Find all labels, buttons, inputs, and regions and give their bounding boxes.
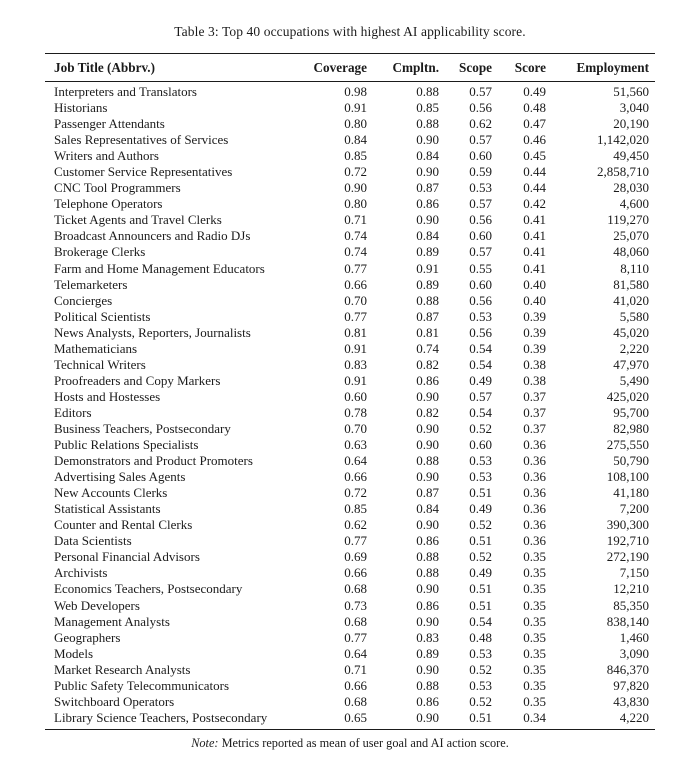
metric-cell: 0.70: [344, 292, 367, 308]
metric-cell: 0.51: [469, 581, 492, 597]
metric-cell: 0.39: [523, 324, 546, 340]
metric-cell: 0.38: [523, 372, 546, 388]
employment-cell: 20,190: [613, 116, 649, 132]
table-caption: Table 3: Top 40 occupations with highest AI applicability score.: [174, 24, 526, 39]
employment-cell: 192,710: [606, 533, 649, 549]
metric-cell: 0.88: [416, 453, 439, 469]
table-row: [45, 277, 655, 293]
metric-cell: 0.36: [523, 453, 546, 469]
metric-cell: 0.91: [344, 100, 367, 116]
table-row: [45, 549, 655, 565]
job-title-cell: Concierges: [54, 292, 113, 308]
table-row: [45, 132, 655, 148]
metric-cell: 0.84: [416, 228, 439, 244]
metric-cell: 0.90: [416, 164, 439, 180]
metric-cell: 0.59: [469, 164, 492, 180]
metric-cell: 0.72: [344, 164, 367, 180]
metric-cell: 0.40: [523, 276, 546, 292]
employment-cell: 7,200: [619, 501, 649, 517]
job-title-cell: Archivists: [54, 565, 108, 581]
metric-cell: 0.35: [523, 549, 546, 565]
metric-cell: 0.73: [344, 597, 367, 613]
table-row: [45, 389, 655, 405]
metric-cell: 0.41: [523, 244, 546, 260]
col-header-employment: Employment: [546, 54, 655, 82]
table-row: [45, 694, 655, 710]
job-title-cell: Business Teachers, Postsecondary: [54, 420, 231, 436]
metric-cell: 0.86: [416, 597, 439, 613]
metric-cell: 0.60: [344, 388, 367, 404]
employment-cell: 50,790: [613, 453, 649, 469]
metric-cell: 0.80: [344, 116, 367, 132]
col-header-cmpltn: Cmpltn.: [367, 54, 439, 82]
metric-cell: 0.49: [469, 501, 492, 517]
table-row: [45, 437, 655, 453]
metric-cell: 0.42: [523, 196, 546, 212]
metric-cell: 0.91: [344, 372, 367, 388]
metric-cell: 0.48: [469, 629, 492, 645]
metric-cell: 0.88: [416, 565, 439, 581]
metric-cell: 0.52: [469, 661, 492, 677]
metric-cell: 0.37: [523, 388, 546, 404]
metric-cell: 0.44: [523, 180, 546, 196]
table-container: [45, 53, 655, 730]
metric-cell: 0.41: [523, 212, 546, 228]
metric-cell: 0.35: [523, 565, 546, 581]
table-row: [45, 501, 655, 517]
employment-cell: 4,600: [619, 196, 649, 212]
metric-cell: 0.84: [416, 148, 439, 164]
job-title-cell: Switchboard Operators: [54, 693, 175, 709]
metric-cell: 0.36: [523, 533, 546, 549]
job-title-cell: Advertising Sales Agents: [54, 469, 186, 485]
job-title-cell: Passenger Attendants: [54, 116, 165, 132]
job-title-cell: Personal Financial Advisors: [54, 549, 200, 565]
table-row: [45, 196, 655, 212]
table-row: [45, 469, 655, 485]
table-row: [45, 533, 655, 549]
job-title-cell: News Analysts, Reporters, Journalists: [54, 324, 251, 340]
employment-cell: 85,350: [613, 597, 649, 613]
metric-cell: 0.88: [416, 116, 439, 132]
job-title-cell: Telemarketers: [54, 276, 128, 292]
metric-cell: 0.36: [523, 517, 546, 533]
employment-cell: 275,550: [606, 437, 649, 453]
table-row: [45, 309, 655, 325]
metric-cell: 0.60: [469, 437, 492, 453]
table-row: [45, 646, 655, 662]
employment-cell: 7,150: [619, 565, 649, 581]
employment-cell: 28,030: [613, 180, 649, 196]
table-row: [45, 630, 655, 646]
metric-cell: 0.64: [344, 645, 367, 661]
table-row: [45, 244, 655, 260]
metric-cell: 0.54: [469, 356, 492, 372]
metric-cell: 0.38: [523, 356, 546, 372]
employment-cell: 97,820: [613, 677, 649, 693]
metric-cell: 0.66: [344, 565, 367, 581]
metric-cell: 0.52: [469, 517, 492, 533]
employment-cell: 425,020: [606, 388, 649, 404]
employment-cell: 5,580: [619, 308, 649, 324]
employment-cell: 82,980: [613, 420, 649, 436]
metric-cell: 0.36: [523, 485, 546, 501]
metric-cell: 0.72: [344, 485, 367, 501]
employment-cell: 48,060: [613, 244, 649, 260]
job-title-cell: Historians: [54, 100, 108, 116]
job-title-cell: Farm and Home Management Educators: [54, 260, 265, 276]
table-row: [45, 116, 655, 132]
table-row: [45, 373, 655, 389]
metric-cell: 0.35: [523, 645, 546, 661]
table-row: [45, 678, 655, 694]
metric-cell: 0.55: [469, 260, 492, 276]
note-label: Note:: [191, 735, 219, 750]
metric-cell: 0.62: [344, 517, 367, 533]
metric-cell: 0.62: [469, 116, 492, 132]
metric-cell: 0.51: [469, 597, 492, 613]
job-title-cell: New Accounts Clerks: [54, 485, 168, 501]
metric-cell: 0.53: [469, 308, 492, 324]
job-title-cell: Telephone Operators: [54, 196, 163, 212]
metric-cell: 0.83: [416, 629, 439, 645]
metric-cell: 0.65: [344, 709, 367, 725]
metric-cell: 0.86: [416, 533, 439, 549]
table-row: [45, 212, 655, 228]
metric-cell: 0.85: [416, 100, 439, 116]
employment-cell: 5,490: [619, 372, 649, 388]
metric-cell: 0.90: [416, 212, 439, 228]
employment-cell: 390,300: [606, 517, 649, 533]
metric-cell: 0.34: [523, 709, 546, 725]
employment-cell: 49,450: [613, 148, 649, 164]
metric-cell: 0.84: [344, 132, 367, 148]
metric-cell: 0.35: [523, 677, 546, 693]
table-row: [45, 82, 655, 101]
employment-cell: 838,140: [606, 613, 649, 629]
metric-cell: 0.89: [416, 276, 439, 292]
metric-cell: 0.74: [344, 244, 367, 260]
job-title-cell: Public Safety Telecommunicators: [54, 677, 230, 693]
metric-cell: 0.60: [469, 228, 492, 244]
metric-cell: 0.51: [469, 709, 492, 725]
metric-cell: 0.83: [344, 356, 367, 372]
metric-cell: 0.56: [469, 292, 492, 308]
metric-cell: 0.41: [523, 260, 546, 276]
metric-cell: 0.88: [416, 549, 439, 565]
employment-cell: 272,190: [606, 549, 649, 565]
metric-cell: 0.90: [344, 180, 367, 196]
job-title-cell: Counter and Rental Clerks: [54, 517, 193, 533]
metric-cell: 0.69: [344, 549, 367, 565]
metric-cell: 0.56: [469, 212, 492, 228]
table-row: [45, 485, 655, 501]
table-row: [45, 421, 655, 437]
job-title-cell: Geographers: [54, 629, 121, 645]
employment-cell: 95,700: [613, 404, 649, 420]
metric-cell: 0.53: [469, 453, 492, 469]
table-row: [45, 710, 655, 730]
table-header: [45, 54, 655, 82]
metric-cell: 0.80: [344, 196, 367, 212]
metric-cell: 0.44: [523, 164, 546, 180]
job-title-cell: CNC Tool Programmers: [54, 180, 181, 196]
col-header-score: Score: [492, 54, 546, 82]
table-body: [45, 82, 655, 730]
metric-cell: 0.49: [523, 84, 546, 99]
metric-cell: 0.71: [344, 661, 367, 677]
job-title-cell: Web Developers: [54, 597, 140, 613]
metric-cell: 0.53: [469, 677, 492, 693]
metric-cell: 0.89: [416, 244, 439, 260]
table-row: [45, 148, 655, 164]
metric-cell: 0.56: [469, 324, 492, 340]
job-title-cell: Political Scientists: [54, 308, 151, 324]
metric-cell: 0.51: [469, 533, 492, 549]
metric-cell: 0.57: [469, 196, 492, 212]
metric-cell: 0.36: [523, 469, 546, 485]
metric-cell: 0.90: [416, 132, 439, 148]
employment-cell: 108,100: [606, 469, 649, 485]
employment-cell: 1,460: [619, 629, 649, 645]
metric-cell: 0.88: [416, 677, 439, 693]
metric-cell: 0.82: [416, 404, 439, 420]
metric-cell: 0.49: [469, 565, 492, 581]
job-title-cell: Library Science Teachers, Postsecondary: [54, 709, 268, 725]
table-note: [45, 736, 655, 751]
metric-cell: 0.53: [469, 645, 492, 661]
table-row: [45, 453, 655, 469]
table-row: [45, 517, 655, 533]
metric-cell: 0.45: [523, 148, 546, 164]
table-row: [45, 164, 655, 180]
metric-cell: 0.57: [469, 84, 492, 99]
metric-cell: 0.66: [344, 469, 367, 485]
metric-cell: 0.81: [416, 324, 439, 340]
metric-cell: 0.82: [416, 356, 439, 372]
metric-cell: 0.66: [344, 677, 367, 693]
metric-cell: 0.46: [523, 132, 546, 148]
metric-cell: 0.84: [416, 501, 439, 517]
job-title-cell: Hosts and Hostesses: [54, 388, 161, 404]
metric-cell: 0.77: [344, 629, 367, 645]
metric-cell: 0.54: [469, 613, 492, 629]
job-title-cell: Ticket Agents and Travel Clerks: [54, 212, 222, 228]
table-row: [45, 662, 655, 678]
metric-cell: 0.86: [416, 196, 439, 212]
employment-cell: 3,040: [619, 100, 649, 116]
job-title-cell: Data Scientists: [54, 533, 132, 549]
employment-cell: 45,020: [613, 324, 649, 340]
metric-cell: 0.53: [469, 180, 492, 196]
metric-cell: 0.90: [416, 437, 439, 453]
metric-cell: 0.85: [344, 501, 367, 517]
metric-cell: 0.77: [344, 308, 367, 324]
job-title-cell: Models: [54, 645, 93, 661]
employment-cell: 51,560: [613, 84, 649, 99]
employment-cell: 47,970: [613, 356, 649, 372]
employment-cell: 3,090: [619, 645, 649, 661]
metric-cell: 0.35: [523, 581, 546, 597]
metric-cell: 0.57: [469, 388, 492, 404]
metric-cell: 0.52: [469, 420, 492, 436]
header-row: [45, 54, 655, 82]
metric-cell: 0.86: [416, 693, 439, 709]
table-row: [45, 180, 655, 196]
col-header-scope: Scope: [439, 54, 492, 82]
metric-cell: 0.68: [344, 613, 367, 629]
metric-cell: 0.70: [344, 420, 367, 436]
metric-cell: 0.74: [344, 228, 367, 244]
metric-cell: 0.64: [344, 453, 367, 469]
col-header-job-title: Job Title (Abbrv.): [45, 54, 295, 82]
job-title-cell: Economics Teachers, Postsecondary: [54, 581, 243, 597]
employment-cell: 2,220: [619, 340, 649, 356]
metric-cell: 0.90: [416, 388, 439, 404]
employment-cell: 4,220: [619, 709, 649, 725]
metric-cell: 0.37: [523, 420, 546, 436]
metric-cell: 0.87: [416, 485, 439, 501]
job-title-cell: Editors: [54, 404, 92, 420]
employment-cell: 41,020: [613, 292, 649, 308]
metric-cell: 0.87: [416, 308, 439, 324]
table-row: [45, 293, 655, 309]
metric-cell: 0.35: [523, 597, 546, 613]
job-title-cell: Public Relations Specialists: [54, 437, 199, 453]
metric-cell: 0.60: [469, 148, 492, 164]
metric-cell: 0.87: [416, 180, 439, 196]
metric-cell: 0.63: [344, 437, 367, 453]
metric-cell: 0.57: [469, 244, 492, 260]
metric-cell: 0.91: [344, 340, 367, 356]
metric-cell: 0.54: [469, 340, 492, 356]
metric-cell: 0.60: [469, 276, 492, 292]
job-title-cell: Broadcast Announcers and Radio DJs: [54, 228, 251, 244]
metric-cell: 0.86: [416, 372, 439, 388]
table-row: [45, 100, 655, 116]
metric-cell: 0.35: [523, 629, 546, 645]
metric-cell: 0.85: [344, 148, 367, 164]
col-header-coverage: Coverage: [295, 54, 367, 82]
employment-cell: 1,142,020: [597, 132, 649, 148]
metric-cell: 0.90: [416, 613, 439, 629]
job-title-cell: Brokerage Clerks: [54, 244, 146, 260]
job-title-cell: Statistical Assistants: [54, 501, 161, 517]
metric-cell: 0.89: [416, 645, 439, 661]
metric-cell: 0.68: [344, 693, 367, 709]
occupations-table: [45, 53, 655, 730]
metric-cell: 0.74: [416, 340, 439, 356]
metric-cell: 0.54: [469, 404, 492, 420]
metric-cell: 0.88: [416, 292, 439, 308]
employment-cell: 81,580: [613, 276, 649, 292]
job-title-cell: Proofreaders and Copy Markers: [54, 372, 221, 388]
metric-cell: 0.35: [523, 693, 546, 709]
metric-cell: 0.90: [416, 420, 439, 436]
metric-cell: 0.53: [469, 469, 492, 485]
metric-cell: 0.57: [469, 132, 492, 148]
job-title-cell: Mathematicians: [54, 340, 138, 356]
employment-cell: 12,210: [613, 581, 649, 597]
table-row: [45, 341, 655, 357]
table-row: [45, 565, 655, 581]
metric-cell: 0.90: [416, 661, 439, 677]
table-row: [45, 405, 655, 421]
metric-cell: 0.47: [523, 116, 546, 132]
metric-cell: 0.37: [523, 404, 546, 420]
job-title-cell: Management Analysts: [54, 613, 170, 629]
metric-cell: 0.56: [469, 100, 492, 116]
metric-cell: 0.71: [344, 212, 367, 228]
metric-cell: 0.40: [523, 292, 546, 308]
table-row: [45, 614, 655, 630]
metric-cell: 0.49: [469, 372, 492, 388]
metric-cell: 0.35: [523, 613, 546, 629]
employment-cell: 43,830: [613, 693, 649, 709]
note-text: Metrics reported as mean of user goal and AI action score.: [218, 735, 509, 750]
employment-cell: 8,110: [620, 260, 649, 276]
job-title-cell: Customer Service Representatives: [54, 164, 233, 180]
metric-cell: 0.35: [523, 661, 546, 677]
metric-cell: 0.90: [416, 469, 439, 485]
metric-cell: 0.98: [344, 84, 367, 99]
metric-cell: 0.91: [416, 260, 439, 276]
metric-cell: 0.39: [523, 308, 546, 324]
metric-cell: 0.81: [344, 324, 367, 340]
metric-cell: 0.77: [344, 260, 367, 276]
metric-cell: 0.90: [416, 581, 439, 597]
table-row: [45, 598, 655, 614]
job-title-cell: Demonstrators and Product Promoters: [54, 453, 253, 469]
metric-cell: 0.48: [523, 100, 546, 116]
metric-cell: 0.39: [523, 340, 546, 356]
employment-cell: 846,370: [606, 661, 649, 677]
employment-cell: 25,070: [613, 228, 649, 244]
employment-cell: 119,270: [607, 212, 649, 228]
metric-cell: 0.36: [523, 501, 546, 517]
job-title-cell: Market Research Analysts: [54, 661, 191, 677]
table-row: [45, 357, 655, 373]
metric-cell: 0.88: [416, 84, 439, 99]
metric-cell: 0.51: [469, 485, 492, 501]
job-title-cell: Interpreters and Translators: [54, 84, 197, 99]
employment-cell: 2,858,710: [597, 164, 649, 180]
metric-cell: 0.78: [344, 404, 367, 420]
metric-cell: 0.52: [469, 693, 492, 709]
table-row: [45, 228, 655, 244]
job-title-cell: Technical Writers: [54, 356, 146, 372]
table-row: [45, 261, 655, 277]
table-row: [45, 325, 655, 341]
metric-cell: 0.90: [416, 517, 439, 533]
metric-cell: 0.68: [344, 581, 367, 597]
metric-cell: 0.36: [523, 437, 546, 453]
job-title-cell: Sales Representatives of Services: [54, 132, 229, 148]
job-title-cell: Writers and Authors: [54, 148, 159, 164]
employment-cell: 41,180: [613, 485, 649, 501]
metric-cell: 0.77: [344, 533, 367, 549]
table-row: [45, 581, 655, 597]
metric-cell: 0.66: [344, 276, 367, 292]
metric-cell: 0.52: [469, 549, 492, 565]
metric-cell: 0.90: [416, 709, 439, 725]
metric-cell: 0.41: [523, 228, 546, 244]
